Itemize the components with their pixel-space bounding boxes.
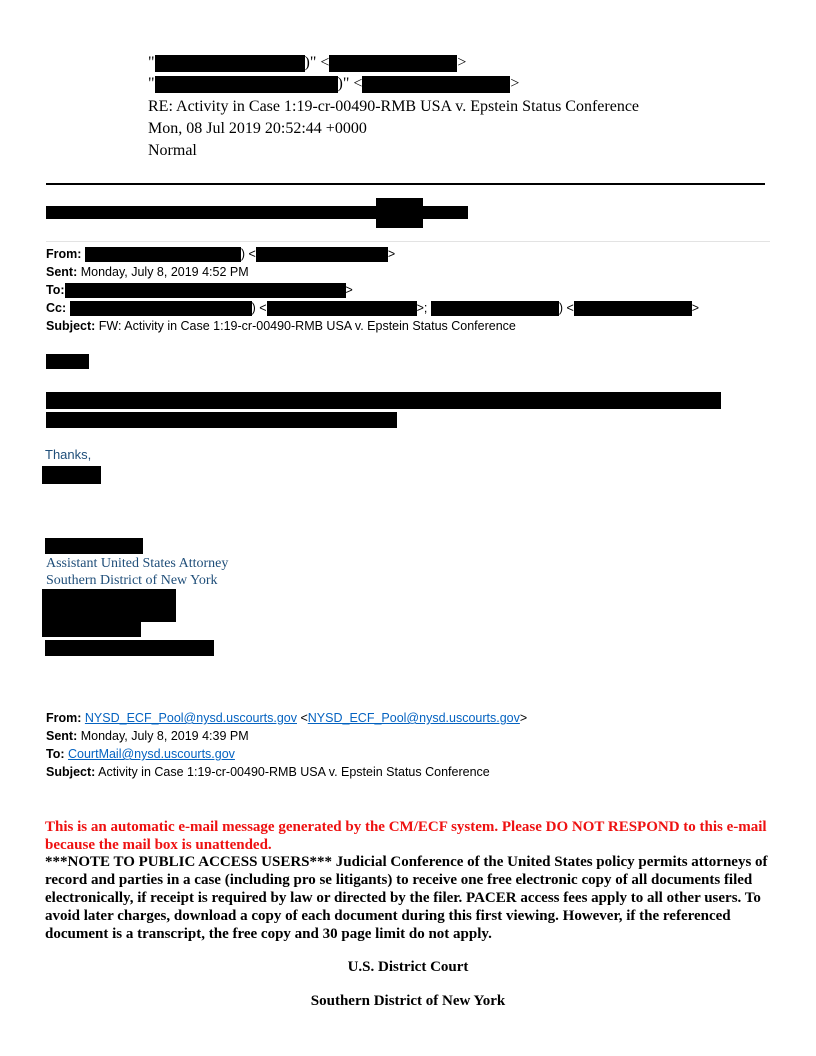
- redaction-block: [155, 55, 305, 72]
- fwd2-subject-row: [46, 763, 490, 781]
- body-thanks: Thanks,: [45, 447, 92, 462]
- header-importance-value: Normal: [148, 142, 197, 159]
- fwd2-from-row: From: NYSD_ECF_Pool@nysd.uscourts.gov <NYSD_ECF_Pool@nysd.uscourts.gov>: [46, 711, 528, 725]
- redaction-block: [256, 247, 388, 262]
- redaction-block: [42, 589, 176, 622]
- header-to-value: " )" < >: [148, 75, 520, 92]
- public-access-note: ***NOTE TO PUBLIC ACCESS USERS*** Judicial Conference of the United States policy permits attorneys of record and parties in a case (including pro se litigants) to receive one free electronic copy of all documents filed electronically, if receipt is required by law or directed by the filer. PACER access fees apply to all other users. To avoid later charges, download a copy of each document during this first viewing. However, if the referenced document is a transcript, the free copy and 30 page limit do not apply.: [45, 854, 768, 942]
- fwd1-subject-value: FW: Activity in Case 1:19-cr-00490-RMB USA v. Epstein Status Conference: [98, 319, 516, 333]
- redaction-block: [46, 392, 721, 409]
- fwd2-to-email-link[interactable]: CourtMail@nysd.uscourts.gov: [68, 747, 235, 761]
- fwd1-from-row: From: ) < >: [46, 247, 396, 261]
- fwd2-from-email-bracket-link[interactable]: NYSD_ECF_Pool@nysd.uscourts.gov: [307, 711, 520, 725]
- redaction-block: [42, 622, 141, 637]
- redaction-block: [46, 412, 397, 428]
- fwd2-subject-value: Activity in Case 1:19-cr-00490-RMB USA v. Epstein Status Conference: [98, 765, 490, 779]
- redaction-block: [362, 76, 510, 93]
- redaction-block: [65, 283, 346, 298]
- fwd1-subject-label: Subject:: [46, 319, 96, 333]
- fwd2-to-label: To:: [46, 747, 65, 761]
- fwd1-to-row: To: >: [46, 283, 353, 297]
- fwd1-subject-row: [46, 317, 516, 335]
- redaction-block: [431, 301, 559, 316]
- fwd2-to-row: [46, 745, 235, 763]
- header-subject-value: RE: Activity in Case 1:19-cr-00490-RMB USA v. Epstein Status Conference: [148, 98, 640, 115]
- header-date-value: Mon, 08 Jul 2019 20:52:44 +0000: [148, 120, 367, 137]
- fwd2-from-label: From:: [46, 711, 82, 725]
- redaction-block: [46, 354, 89, 369]
- signature-title: Assistant United States Attorney: [46, 556, 229, 571]
- court-district: Southern District of New York: [310, 993, 506, 1009]
- fwd1-sent-row: [46, 263, 249, 281]
- fwd2-sent-label: Sent:: [46, 729, 78, 743]
- forward-divider: [46, 241, 770, 242]
- redaction-block: [45, 538, 143, 554]
- signature-office: Southern District of New York: [46, 573, 218, 588]
- redaction-block: [267, 301, 417, 316]
- header-divider: [46, 183, 765, 185]
- redaction-block: [376, 198, 423, 228]
- fwd2-sent-row: [46, 727, 249, 745]
- header-from-value: " )" < >: [148, 54, 467, 71]
- redaction-block: [574, 301, 692, 316]
- fwd1-cc-label: Cc:: [46, 301, 67, 315]
- fwd1-cc-row: Cc: ) < >; ) < >: [46, 301, 700, 315]
- redaction-block: [42, 466, 101, 484]
- redaction-block: [85, 247, 241, 262]
- fwd2-subject-label: Subject:: [46, 765, 96, 779]
- fwd1-from-label: From:: [46, 247, 82, 261]
- redaction-block: [45, 640, 214, 656]
- ecf-warning: This is an automatic e-mail message generated by the CM/ECF system. Please DO NOT RESPOND to this e-mail because the mail box is unattended.: [45, 819, 767, 853]
- fwd1-sent-label: Sent:: [46, 265, 78, 279]
- fwd1-sent-value: Monday, July 8, 2019 4:52 PM: [80, 265, 249, 279]
- court-name: U.S. District Court: [347, 959, 469, 975]
- fwd1-to-label: To:: [46, 283, 65, 297]
- redaction-block: [155, 76, 338, 93]
- fwd2-from-email-link[interactable]: NYSD_ECF_Pool@nysd.uscourts.gov: [84, 711, 297, 725]
- redaction-block: [329, 55, 457, 72]
- redaction-block: [70, 301, 252, 316]
- fwd2-sent-value: Monday, July 8, 2019 4:39 PM: [80, 729, 249, 743]
